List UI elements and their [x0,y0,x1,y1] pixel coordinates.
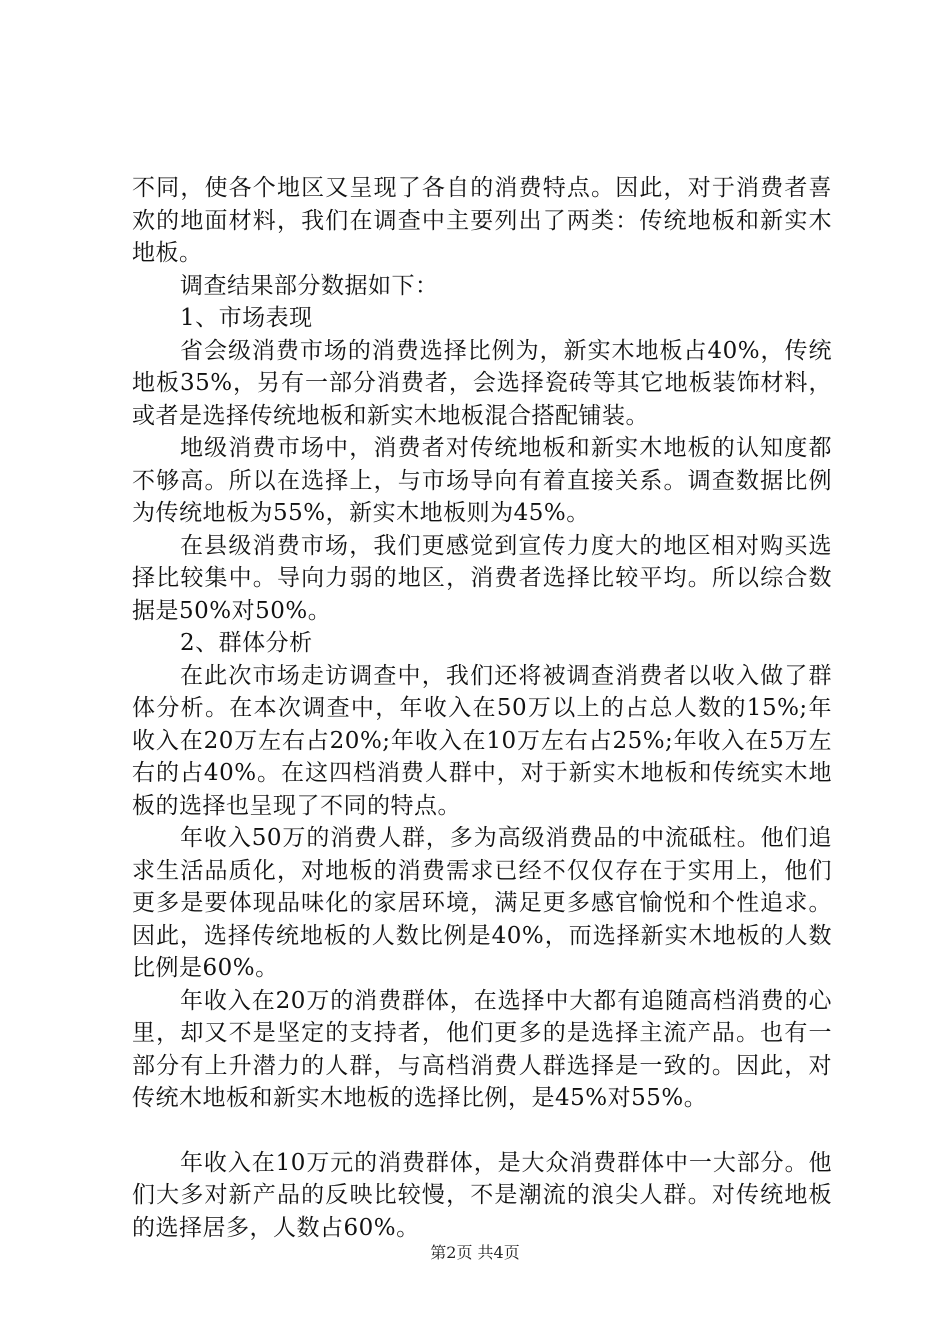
paragraph-prefecture-market: 地级消费市场中，消费者对传统地板和新实木地板的认知度都不够高。所以在选择上，与市场导向有着直接关系。调查数据比例为传统地板为55%，新实木地板则为45%。 [132,435,832,526]
page-number-label: 第2页 共4页 [430,1243,520,1262]
paragraph-county-market: 在县级消费市场，我们更感觉到宣传力度大的地区相对购买选择比较集中。导向力弱的地区，消费者选择比较平均。所以综合数据是50%对50%。 [132,532,832,624]
page-footer [0,1243,950,1263]
section-heading-group-analysis: 2、群体分析 [180,630,313,656]
paragraph-provincial-market: 省会级消费市场的消费选择比例为，新实木地板占40%，传统地板35%，另有一部分消费者，会选择瓷砖等其它地板装饰材料，或者是选择传统地板和新实木地板混合搭配铺装。 [132,337,832,429]
document-body [132,172,832,1244]
paragraph-income-20w: 年收入在20万的消费群体，在选择中大都有追随高档消费的心里，却又不是坚定的支持者，他们更多的是选择主流产品。也有一部分有上升潜力的人群，与高档消费人群选择是一致的。因此，对传统木地板和新实木地板的选择比例，是45%对55%。 [132,987,832,1111]
paragraph-income-50w: 年收入50万的消费人群，多为高级消费品的中流砥柱。他们追求生活品质化，对地板的消费需求已经不仅仅存在于实用上，他们更多是要体现品味化的家居环境，满足更多感官愉悦和个性追求。因此，选择传统地板的人数比例是40%，而选择新实木地板的人数比例是60%。 [132,825,832,981]
paragraph-continuation: 不同，使各个地区又呈现了各自的消费特点。因此，对于消费者喜欢的地面材料，我们在调查中主要列出了两类：传统地板和新实木地板。 [132,175,832,266]
paragraph-gap [132,1115,832,1147]
paragraph-income-groups: 在此次市场走访调查中，我们还将被调查消费者以收入做了群体分析。在本次调查中，年收入在50万以上的占总人数的15%;年收入在20万左右占20%;年收入在10万左右占25%;年收入在5万左右的占40%。在这四档消费人群中，对于新实木地板和传统实木地板的选择也呈现了不同的特点。 [132,662,832,819]
paragraph-income-10w: 年收入在10万元的消费群体，是大众消费群体中一大部分。他们大多对新产品的反映比较慢，不是潮流的浪尖人群。对传统地板的选择居多，人数占60%。 [132,1149,832,1241]
paragraph-intro-results: 调查结果部分数据如下： [180,272,439,299]
section-heading-market: 1、市场表现 [180,305,313,331]
